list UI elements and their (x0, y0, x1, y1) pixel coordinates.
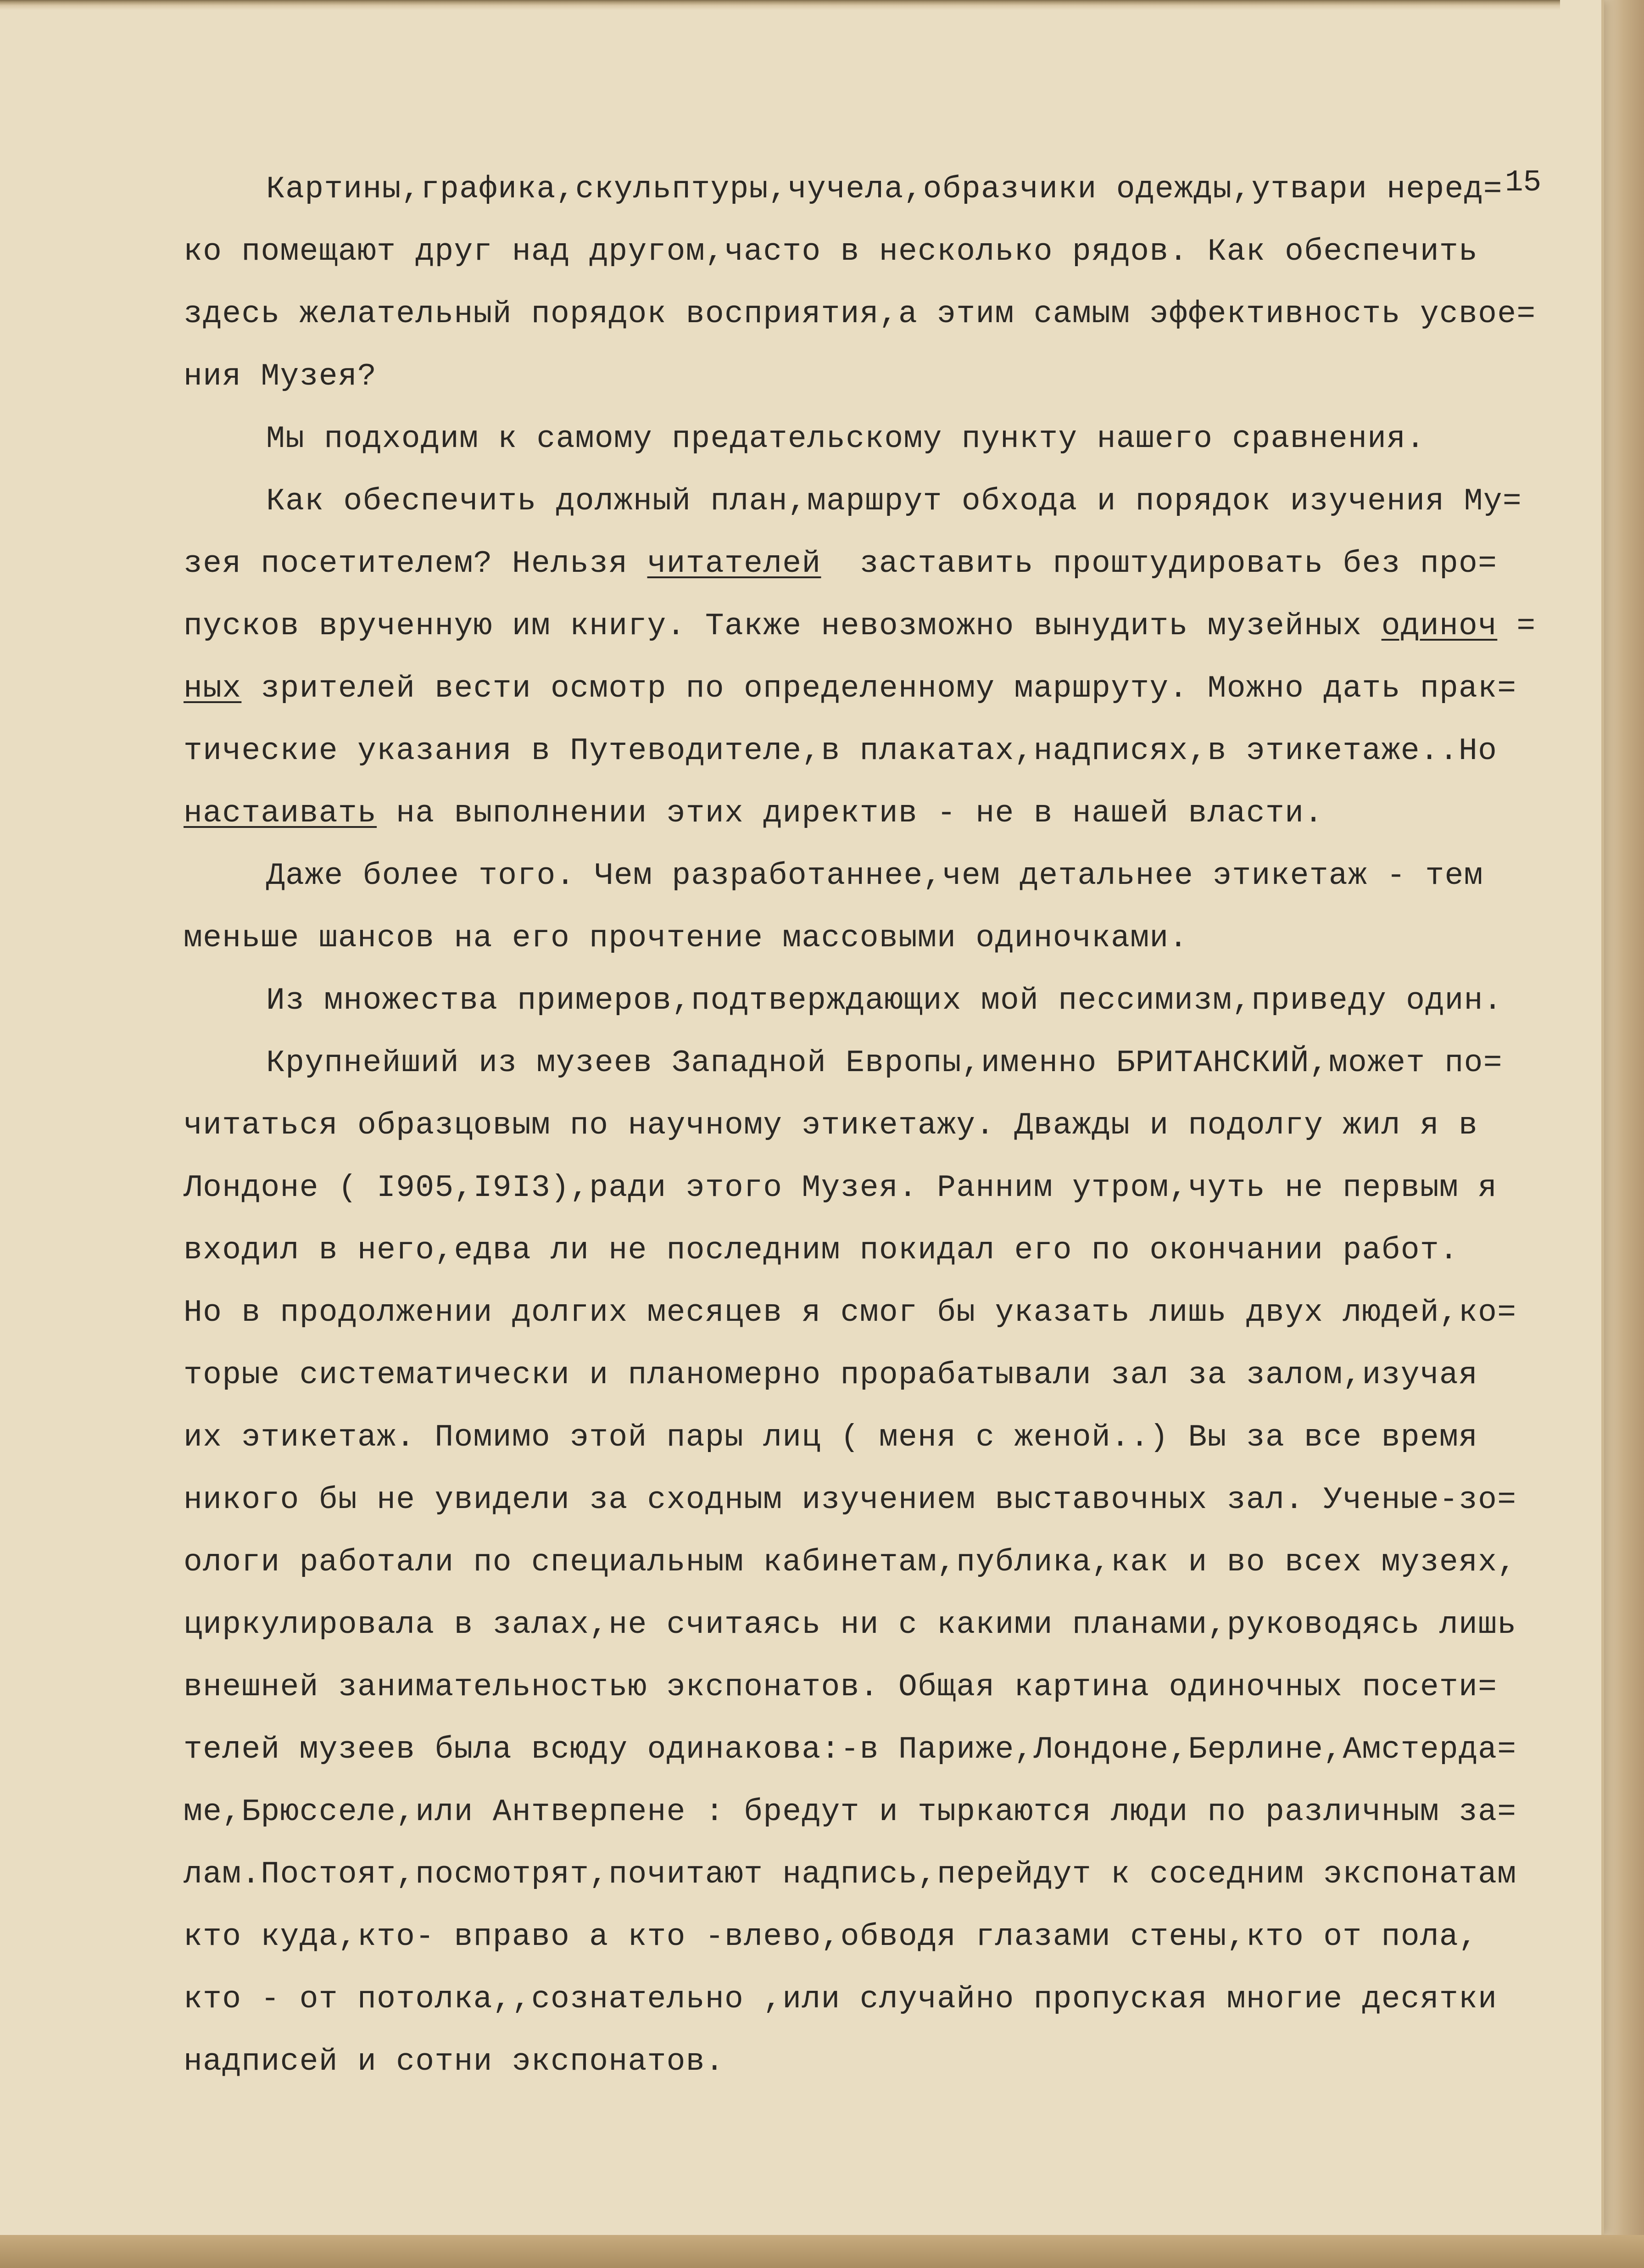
text-segment: лам.Постоят,посмотрят,почитают надпись,перейдут к соседним экспонатам (184, 1857, 1517, 1892)
text-segment: Картины,графика,скульптуры,чучела,образчики одежды,утвари неред= (266, 172, 1503, 207)
text-segment: Мы подходим к самому предательскому пункту нашего сравнения. (266, 421, 1426, 457)
text-segment: зрителей вести осмотр по определенному маршруту. Можно дать прак= (241, 671, 1517, 706)
text-line (184, 1719, 1560, 1781)
text-segment: кто - от потолка,,сознательно ,или случайно пропуская многие десятки (184, 1982, 1498, 2017)
folder-bottom-edge (0, 2235, 1644, 2268)
text-segment: их этикетаж. Помимо этой пары лиц ( меня с женой..) Вы за все время (184, 1420, 1478, 1455)
text-line (184, 470, 1560, 533)
text-segment: заставить проштудировать без про= (821, 546, 1498, 581)
text-segment: на выполнении этих директив - не в нашей власти. (377, 796, 1324, 831)
text-line (184, 1032, 1560, 1095)
text-line (184, 221, 1560, 283)
text-segment: циркулировала в залах,не считаясь ни с какими планами,руководясь лишь (184, 1607, 1517, 1642)
text-segment: здесь желательный порядок восприятия,а этим самым эффективность усвое= (184, 296, 1536, 332)
text-segment: ме,Брюсселе,или Антверпене : бредут и тыркаются люди по различным за= (184, 1794, 1517, 1830)
text-segment: читаться образцовым по научному этикетажу. Дважды и подолгу жил я в (184, 1108, 1478, 1143)
text-segment: зея посетителем? Нельзя (184, 546, 647, 581)
text-segment: Как обеспечить должный план,маршрут обхода и порядок изучения Му= (266, 484, 1522, 519)
text-line (184, 1968, 1560, 2031)
text-line (184, 1531, 1560, 1594)
text-segment: кто куда,кто- вправо а кто -влево,обводя глазами стены,кто от пола, (184, 1919, 1478, 1955)
text-line (184, 720, 1560, 782)
text-segment: надписей и сотни экспонатов. (184, 2044, 724, 2079)
text-segment: ко помещают друг над другом,часто в несколько рядов. Как обеспечить (184, 234, 1478, 269)
text-segment: ологи работали по специальным кабинетам,публика,как и во всех музеях, (184, 1545, 1517, 1580)
text-line (184, 408, 1560, 470)
text-line (184, 1282, 1560, 1344)
text-segment: внешней занимательностью экспонатов. Общая картина одиночных посети= (184, 1670, 1498, 1705)
text-line (184, 907, 1560, 970)
text-segment: тические указания в Путеводителе,в плакатах,надписях,в этикетаже..Но (184, 733, 1498, 769)
typed-text-body (184, 158, 1560, 2093)
underlined-word: ных (184, 671, 242, 706)
text-line (184, 1594, 1560, 1656)
text-segment: входил в него,едва ли не последним покидал его по окончании работ. (184, 1233, 1459, 1268)
text-line (184, 346, 1560, 408)
underlined-word: одиноч (1381, 609, 1498, 644)
text-segment: торые систематически и планомерно прорабатывали зал за залом,изучая (184, 1357, 1478, 1393)
text-line (184, 158, 1560, 221)
text-line (184, 1781, 1560, 1843)
text-line (184, 283, 1560, 346)
text-segment: Крупнейший из музеев Западной Европы,именно БРИТАНСКИЙ,может по= (266, 1045, 1503, 1081)
text-segment: Но в продолжении долгих месяцев я смог бы указать лишь двух людей,ко= (184, 1295, 1517, 1330)
text-segment: Из множества примеров,подтверждающих мой пессимизм,приведу один. (266, 983, 1503, 1018)
text-line (184, 845, 1560, 907)
text-line (184, 1469, 1560, 1531)
text-segment: ния Музея? (184, 359, 377, 394)
text-segment: Лондоне ( I905,I9I3),ради этого Музея. Ранним утром,чуть не первым я (184, 1170, 1498, 1206)
text-line (184, 1843, 1560, 1906)
text-segment: меньше шансов на его прочтение массовыми одиночками. (184, 921, 1188, 956)
text-line (184, 1095, 1560, 1157)
text-line (184, 595, 1560, 658)
text-line (184, 782, 1560, 845)
text-segment: пусков врученную им книгу. Также невозможно вынудить музейных (184, 609, 1382, 644)
text-segment: телей музеев была всюду одинакова:-в Париже,Лондоне,Берлине,Амстерда= (184, 1732, 1517, 1767)
underlined-word: читателей (647, 546, 821, 581)
text-line (184, 1157, 1560, 1219)
text-line (184, 1906, 1560, 1968)
text-segment: никого бы не увидели за сходным изучением выставочных зал. Ученые-зо= (184, 1482, 1517, 1518)
text-line (184, 658, 1560, 720)
text-line (184, 533, 1560, 595)
text-line (184, 1656, 1560, 1719)
text-segment: = (1497, 609, 1536, 644)
text-segment: Даже более того. Чем разработаннее,чем детальнее этикетаж - тем (266, 858, 1483, 894)
text-line (184, 1344, 1560, 1407)
text-line (184, 970, 1560, 1032)
page-number: 15 (1505, 165, 1542, 200)
text-line (184, 1407, 1560, 1469)
text-line (184, 2031, 1560, 2093)
page-top-edge (0, 0, 1560, 10)
underlined-word: настаивать (184, 796, 377, 831)
text-line (184, 1219, 1560, 1282)
